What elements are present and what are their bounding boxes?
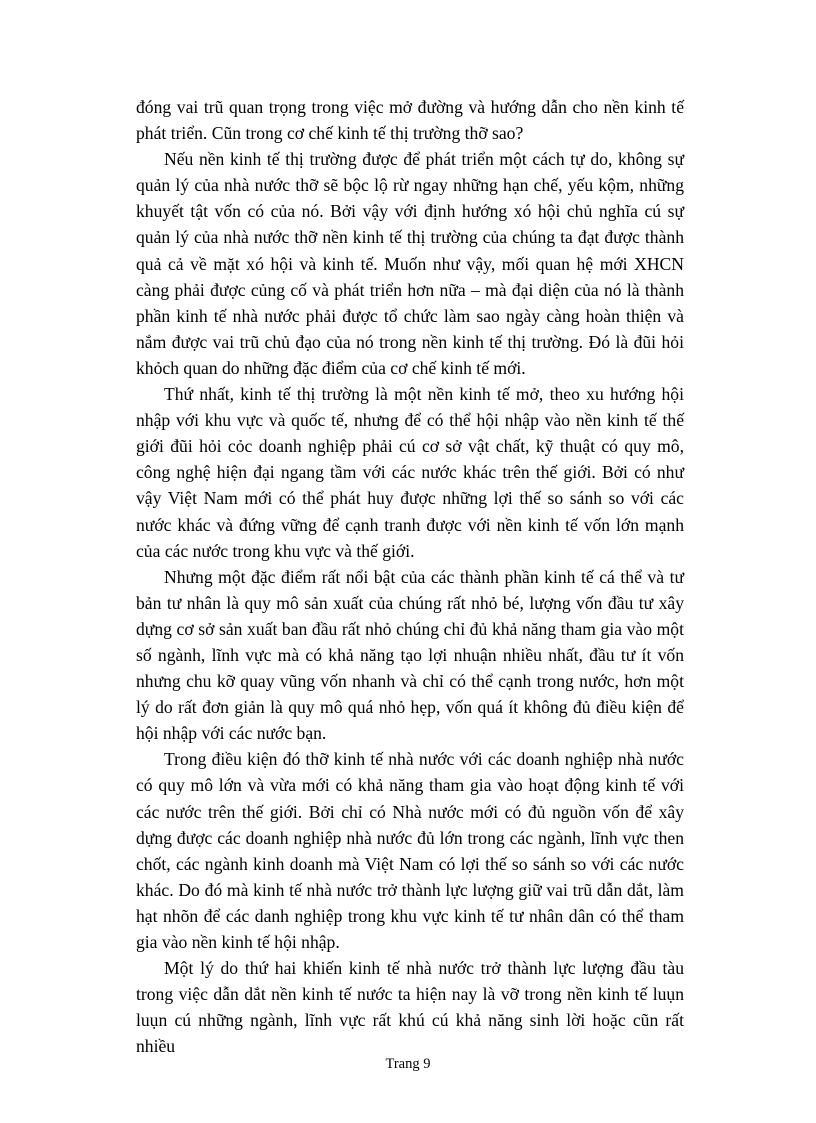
page-number: Trang 9 xyxy=(385,1056,431,1072)
paragraph-6: Một lý do thứ hai khiến kinh tế nhà nước trở thành lực lượng đầu tàu trong việc dẫn dắt nền kinh tế nước ta hiện nay là vỡ trong nền kinh tế luụn luụn cú những ngành, lĩnh vực rất khú cú khả năng sinh lời hoặc cũn rất nhiều xyxy=(136,958,684,1057)
paragraph-3: Thứ nhất, kinh tế thị trường là một nền kinh tế mở, theo xu hướng hội nhập với khu vực và quốc tế, nhưng để có thể hội nhập vào nền kinh tế thế giới đũi hỏi cỏc doanh nghiệp phải cú cơ sở vật chất, kỹ thuật có quy mô, công nghệ hiện đại ngang tầm với các nước khác trên thế giới. Bởi có như vậy Việt Nam mới có thể phát huy được những lợi thế so sánh so với các nước khác và đứng vững để cạnh tranh được với nền kinh tế vốn lớn mạnh của các nước trong khu vực và thế giới. xyxy=(136,384,684,561)
body-text xyxy=(136,94,684,1059)
paragraph-1: đóng vai trũ quan trọng trong việc mở đường và hướng dẫn cho nền kinh tế phát triển. Cũn trong cơ chế kinh tế thị trường thỡ sao? xyxy=(136,97,684,144)
paragraph-2: Nếu nền kinh tế thị trường được để phát triển một cách tự do, không sự quản lý của nhà nước thỡ sẽ bộc lộ rừ ngay những hạn chế, yếu kộm, những khuyết tật vốn có của nó. Bởi vậy với định hướng xó hội chủ nghĩa cú sự quản lý của nhà nước thỡ nền kinh tế thị trường của chúng ta đạt được thành quả cả về mặt xó hội và kinh tế. Muốn như vậy, mối quan hệ mới XHCN càng phải được củng cố và phát triển hơn nữa – mà đại diện của nó là thành phần kinh tế nhà nước phải được tổ chức làm sao ngày càng hoàn thiện và nắm được vai trũ chủ đạo của nó trong nền kinh tế thị trường. Đó là đũi hỏi khỏch quan do những đặc điểm của cơ chế kinh tế mới. xyxy=(136,149,684,378)
paragraph-4: Nhưng một đặc điểm rất nổi bật của các thành phần kinh tế cá thể và tư bản tư nhân là quy mô sản xuất của chúng rất nhỏ bé, lượng vốn đầu tư xây dựng cơ sở sản xuất ban đầu rất nhỏ chúng chỉ đủ khả năng tham gia vào một số ngành, lĩnh vực mà có khả năng tạo lợi nhuận nhiều nhất, đầu tư ít vốn nhưng chu kỡ quay vũng vốn nhanh và chỉ có thể cạnh trong nước, hơn một lý do rất đơn giản là quy mô quá nhỏ hẹp, vốn quá ít không đủ điều kiện để hội nhập với các nước bạn. xyxy=(136,566,684,744)
paragraph-5: Trong điều kiện đó thỡ kinh tế nhà nước với các doanh nghiệp nhà nước có quy mô lớn và vừa mới có khả năng tham gia vào hoạt động kinh tế với các nước trên thế giới. Bởi chỉ có Nhà nước mới có đủ nguồn vốn để xây dựng được các doanh nghiệp nhà nước đủ lớn trong các ngành, lĩnh vực then chốt, các ngành kinh doanh mà Việt Nam có lợi thế so sánh so với các nước khác. Do đó mà kinh tế nhà nước trở thành lực lượng giữ vai trũ dẫn dắt, làm hạt nhõn để các danh nghiệp trong khu vực kinh tế tư nhân dân có thể tham gia vào nền kinh tế hội nhập. xyxy=(136,749,684,952)
